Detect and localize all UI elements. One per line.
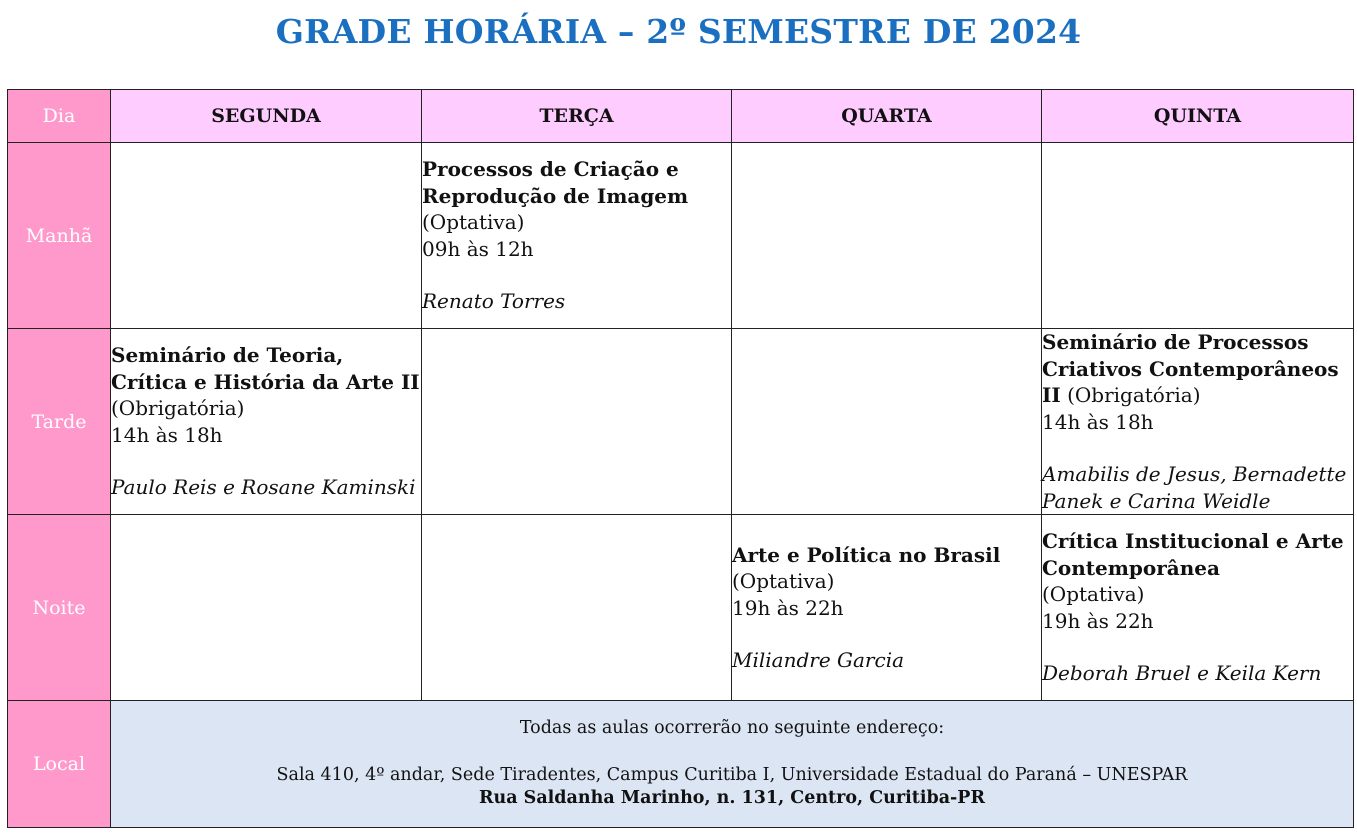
cell-mon-night bbox=[111, 515, 422, 701]
course-type: (Optativa) bbox=[732, 569, 835, 593]
course-type: (Optativa) bbox=[422, 210, 525, 235]
cell-thu-night bbox=[1042, 515, 1354, 701]
period-morning: Manhã bbox=[8, 143, 111, 329]
course-teacher: Deborah Bruel e Keila Kern bbox=[1042, 661, 1322, 686]
course-name: Seminário de Processos Criativos Contemporâneos II bbox=[1042, 330, 1339, 407]
course-type: (Obrigatória) bbox=[1067, 383, 1201, 407]
course-time: 19h às 22h bbox=[732, 595, 844, 620]
location-cell bbox=[111, 701, 1354, 828]
course-name: Crítica Institucional e Arte Contemporânea bbox=[1042, 529, 1344, 580]
period-local: Local bbox=[8, 701, 111, 828]
course-teacher: Amabilis de Jesus, Bernadette Panek e Carina Weidle bbox=[1042, 462, 1347, 513]
location-room: Sala 410, 4º andar, Sede Tiradentes, Campus Curitiba I, Universidade Estadual do Paraná – UNESPAR bbox=[276, 764, 1188, 785]
row-night bbox=[8, 515, 1354, 701]
course-name-line bbox=[1042, 329, 1353, 409]
cell-tue-night bbox=[422, 515, 732, 701]
course-teacher: Renato Torres bbox=[422, 289, 566, 314]
header-wednesday: QUARTA bbox=[732, 90, 1042, 143]
cell-mon-morning bbox=[111, 143, 422, 329]
course-time: 19h às 22h bbox=[1042, 608, 1154, 633]
location-address: Rua Saldanha Marinho, n. 131, Centro, Curitiba-PR bbox=[478, 788, 986, 809]
schedule-table bbox=[7, 89, 1354, 828]
period-afternoon: Tarde bbox=[8, 329, 111, 515]
row-local bbox=[8, 701, 1354, 828]
course-name: Processos de Criação e Reprodução de Imagem bbox=[422, 157, 689, 208]
day-label-header: Dia bbox=[8, 90, 111, 143]
header-monday: SEGUNDA bbox=[111, 90, 422, 143]
cell-thu-morning bbox=[1042, 143, 1354, 329]
row-morning bbox=[8, 143, 1354, 329]
cell-thu-afternoon bbox=[1042, 329, 1354, 515]
cell-wed-morning bbox=[732, 143, 1042, 329]
location-intro: Todas as aulas ocorrerão no seguinte endereço: bbox=[519, 718, 945, 739]
course-time: 14h às 18h bbox=[1042, 409, 1154, 434]
row-afternoon bbox=[8, 329, 1354, 515]
header-row bbox=[8, 90, 1354, 143]
cell-tue-morning bbox=[422, 143, 732, 329]
cell-wed-night bbox=[732, 515, 1042, 701]
course-type: (Optativa) bbox=[1042, 582, 1145, 607]
cell-wed-afternoon bbox=[732, 329, 1042, 515]
course-time: 14h às 18h bbox=[111, 422, 223, 447]
period-night: Noite bbox=[8, 515, 111, 701]
course-name: Seminário de Teoria, Crítica e História da Arte II bbox=[111, 343, 420, 394]
course-type: (Obrigatória) bbox=[111, 396, 245, 421]
course-time: 09h às 12h bbox=[422, 236, 534, 261]
course-teacher: Miliandre Garcia bbox=[732, 648, 905, 672]
course-teacher: Paulo Reis e Rosane Kaminski bbox=[111, 475, 416, 500]
header-thursday: QUINTA bbox=[1042, 90, 1354, 143]
cell-tue-afternoon bbox=[422, 329, 732, 515]
header-tuesday: TERÇA bbox=[422, 90, 732, 143]
page-title: GRADE HORÁRIA – 2º SEMESTRE DE 2024 bbox=[275, 12, 1082, 51]
cell-mon-afternoon bbox=[111, 329, 422, 515]
course-name: Arte e Política no Brasil bbox=[732, 542, 1001, 567]
